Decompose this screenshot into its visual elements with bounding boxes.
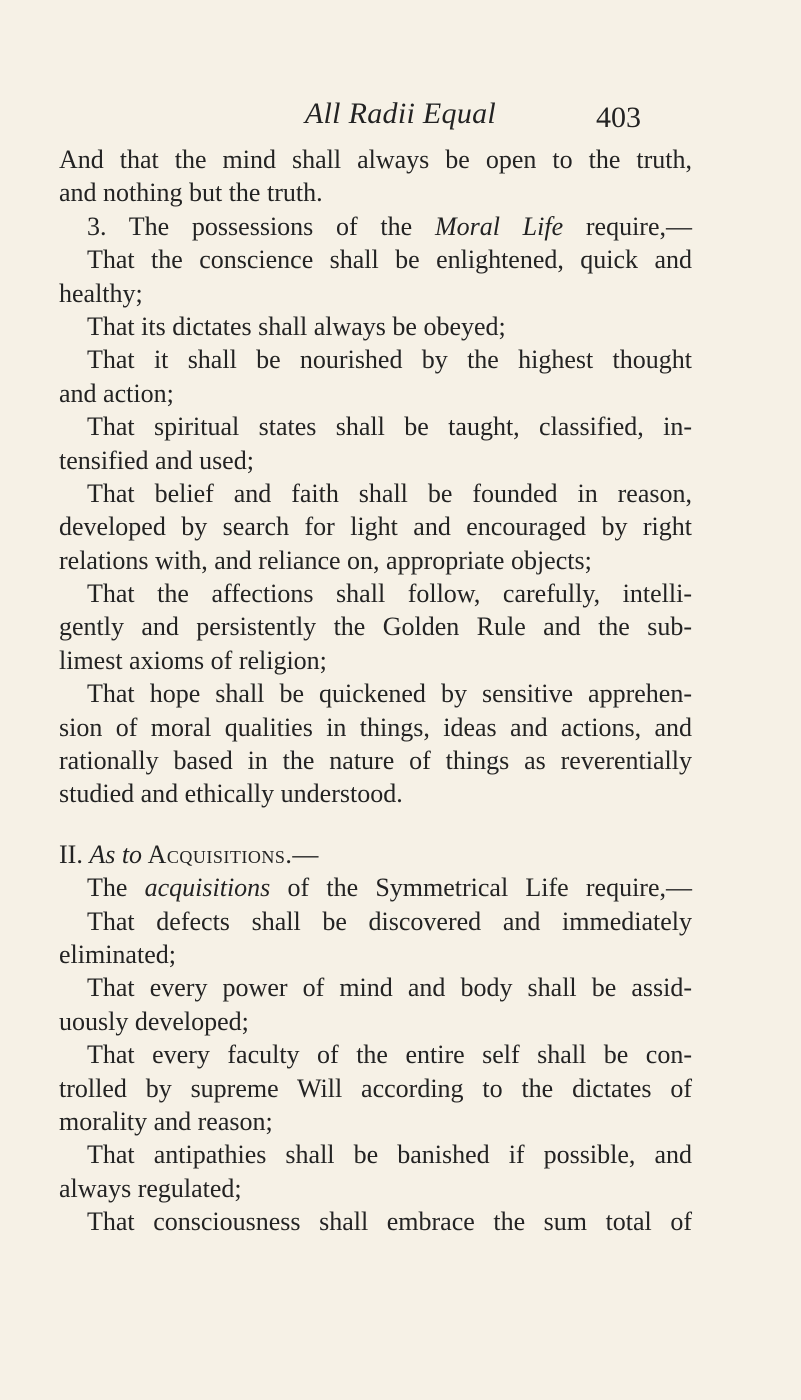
text-line: tensified and used; <box>59 445 254 475</box>
text-line: That defects shall be discovered and immediately <box>87 906 692 936</box>
text-line: That every power of mind and body shall be assid- <box>87 973 692 1003</box>
section-gap <box>59 811 692 838</box>
text-line: That antipathies shall be banished if possible, and <box>87 1140 692 1170</box>
running-head <box>0 94 801 134</box>
text-line: And that the mind shall always be open to the truth, <box>59 145 692 174</box>
text-line <box>59 871 692 904</box>
text-run: The <box>87 873 145 903</box>
running-title: All Radii Equal <box>304 97 497 130</box>
text-line: That belief and faith shall be founded in reason, <box>87 478 692 508</box>
text-line: trolled by supreme Will according to the dictates of <box>59 1073 692 1103</box>
text-line: studied and ethically understood. <box>59 779 403 809</box>
section-number: II. <box>59 839 90 869</box>
text-line: always regulated; <box>59 1173 242 1203</box>
text-line: That its dictates shall always be obeyed; <box>87 311 506 341</box>
text-run: 3. The possessions of the <box>87 211 435 241</box>
text-run: require,— <box>563 211 693 241</box>
text-line: That it shall be nourished by the highest thought <box>87 345 692 375</box>
text-line: relations with, and reliance on, appropriate objects; <box>59 545 592 575</box>
text-line: uously developed; <box>59 1006 249 1036</box>
body-text <box>59 143 692 1239</box>
text-line: That the conscience shall be enlightened, quick and <box>87 245 692 275</box>
text-line: That every faculty of the entire self shall be con- <box>87 1040 692 1070</box>
text-line: developed by search for light and encouraged by right <box>59 512 692 542</box>
text-run: of the Symmetrical Life require,— <box>270 873 693 903</box>
text-line: That consciousness shall embrace the sum total of <box>87 1207 692 1237</box>
emphasis-acquisitions: acquisitions <box>144 873 271 903</box>
text-line: morality and reason; <box>59 1106 273 1136</box>
text-line: and action; <box>59 378 174 408</box>
text-line: limest axioms of religion; <box>59 645 327 675</box>
section-heading <box>59 838 692 871</box>
text-line <box>59 210 692 243</box>
emphasis-moral-life: Moral Life <box>434 211 564 241</box>
text-line: That spiritual states shall be taught, classified, in- <box>87 412 692 442</box>
text-line: gently and persistently the Golden Rule and the sub- <box>59 612 692 642</box>
page-number: 403 <box>596 101 641 134</box>
text-line: eliminated; <box>59 939 176 969</box>
text-line: sion of moral qualities in things, ideas and actions, and <box>59 712 692 742</box>
section-heading-italic: As to <box>89 839 143 869</box>
text-line: That hope shall be quickened by sensitive apprehen- <box>87 679 692 709</box>
text-line: healthy; <box>59 278 143 308</box>
text-line: rationally based in the nature of things as reverentially <box>59 746 692 776</box>
text-line: That the affections shall follow, carefully, intelli- <box>87 579 692 609</box>
text-line: and nothing but the truth. <box>59 178 323 208</box>
section-heading-smallcaps: Acquisitions.— <box>142 839 319 869</box>
